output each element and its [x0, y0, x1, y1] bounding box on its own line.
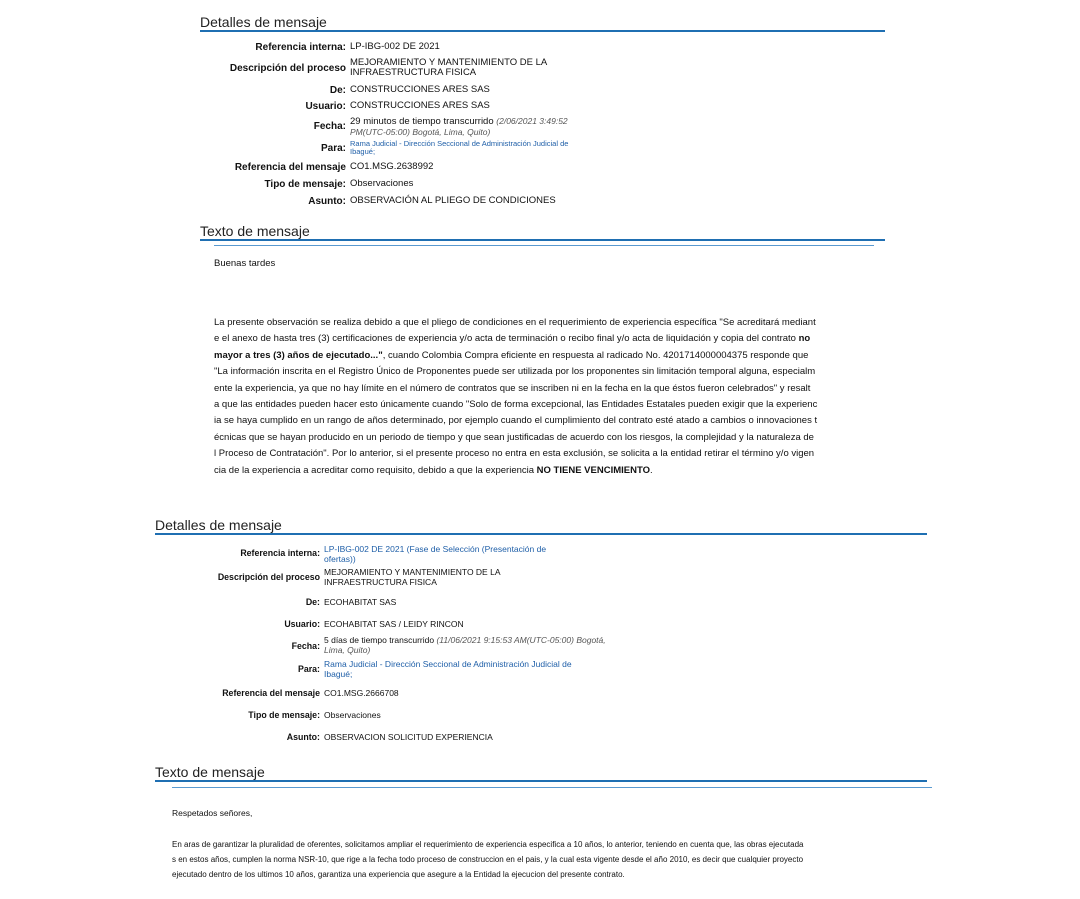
- field-tipo-mensaje: [160, 710, 381, 720]
- field-de: [160, 597, 396, 607]
- field-referencia-interna: [190, 42, 440, 53]
- field-label: Descripción del proceso: [217, 572, 320, 582]
- field-value: OBSERVACIÓN AL PLIEGO DE CONDICIONES: [350, 195, 556, 206]
- field-value: CONSTRUCCIONES ARES SAS: [350, 100, 490, 111]
- field-value: CO1.MSG.2666708: [324, 688, 399, 698]
- field-descripcion: [160, 567, 500, 587]
- field-label: De:: [305, 597, 320, 607]
- field-de: [190, 85, 490, 96]
- message-line: ejecutado dentro de los ultimos 10 años, garantiza una experiencia que asegure a la Entidad la ejecucion del presente contrato.: [172, 870, 625, 879]
- field-label: Referencia del mensaje: [234, 162, 346, 173]
- field-label: Referencia interna:: [240, 548, 320, 558]
- field-value: Observaciones: [324, 710, 381, 720]
- field-value: 29 minutos de tiempo transcurrido (2/06/2021 3:49:52 PM(UTC-05:00) Bogotá, Lima, Quito): [350, 116, 568, 137]
- field-label: Asunto:: [308, 196, 346, 207]
- field-value: CO1.MSG.2638992: [350, 161, 434, 172]
- message-line: ente la experiencia, ya que no hay límite en el número de contratos que se inscriben ni en la fecha en la que éstos fueron celebrados" y resalt: [214, 382, 811, 394]
- field-value: Observaciones: [350, 178, 414, 189]
- field-value: MEJORAMIENTO Y MANTENIMIENTO DE LA INFRAESTRUCTURA FISICA: [324, 567, 501, 587]
- section-divider: [155, 780, 927, 782]
- field-value: 5 días de tiempo transcurrido (11/06/2021 9:15:53 AM(UTC-05:00) Bogotá, Lima, Quito): [324, 635, 606, 655]
- message-line: La presente observación se realiza debido a que el pliego de condiciones en el requerimiento de experiencia específica "Se acreditará mediant: [214, 317, 816, 328]
- message-greeting: Respetados señores,: [172, 808, 253, 818]
- field-asunto: [190, 196, 556, 207]
- message-line: écnicas que se hayan producido en un periodo de tiempo y que sean justificadas de acuerdo con los riesgos, la complejidad y la naturaleza de: [214, 431, 814, 443]
- para-link[interactable]: Rama Judicial - Dirección Seccional de Administración Judicial de Ibagué;: [324, 659, 572, 679]
- field-usuario: [160, 619, 464, 629]
- section-divider: [200, 30, 885, 32]
- message-line: s en estos años, cumplen la norma NSR-10, que rige a la fecha todo proceso de construccion en el pais, y la cual esta vigente desde el año 2010, es decir que cualquier proyecto: [172, 855, 804, 864]
- section-divider-inner: [214, 245, 874, 246]
- field-value: CONSTRUCCIONES ARES SAS: [350, 84, 490, 95]
- section-title-text-2: Texto de mensaje: [155, 764, 265, 780]
- message-line: a que las entidades pueden hacer esto únicamente cuando "Solo de forma excepcional, las Entidades Estatales pueden exigir que la experienc: [214, 399, 818, 411]
- field-value: OBSERVACION SOLICITUD EXPERIENCIA: [324, 732, 493, 742]
- field-label: De:: [329, 85, 346, 96]
- field-referencia-mensaje: [160, 688, 399, 698]
- field-para: [190, 140, 568, 156]
- field-value: MEJORAMIENTO Y MANTENIMIENTO DE LA INFRAESTRUCTURA FISICA: [350, 57, 548, 78]
- field-label: Para:: [297, 664, 320, 674]
- field-label: Referencia interna:: [255, 42, 346, 53]
- section-divider-inner: [172, 787, 932, 788]
- field-label: Fecha:: [291, 641, 320, 651]
- message-line: ia se haya cumplido en un rango de años determinado, por ejemplo cuando el cumplimiento del contrato esté atado a cambios o innovaciones t: [214, 415, 818, 427]
- field-label: Descripción del proceso: [229, 63, 346, 74]
- para-link[interactable]: Rama Judicial - Dirección Seccional de Administración Judicial de Ibagué;: [350, 139, 569, 156]
- field-label: Para:: [320, 143, 346, 154]
- field-fecha: [160, 635, 606, 655]
- section-divider: [200, 239, 885, 241]
- field-label: Fecha:: [313, 121, 346, 132]
- field-label: Tipo de mensaje:: [248, 710, 320, 720]
- section-divider: [155, 533, 927, 535]
- field-para: [160, 659, 572, 679]
- message-line: En aras de garantizar la pluralidad de oferentes, solicitamos ampliar el requerimiento de experiencia especifica a 10 años, lo anterior, teniendo en cuenta que, las obras ejecutada: [172, 840, 804, 849]
- field-referencia-interna: [160, 544, 546, 564]
- section-title-details-2: Detalles de mensaje: [155, 517, 282, 533]
- referencia-link[interactable]: LP-IBG-002 DE 2021 (Fase de Selección (Presentación de ofertas)): [324, 544, 547, 564]
- message-line: e el anexo de hasta tres (3) certificaciones de experiencia y/o acta de terminación o recibo final y/o acta de liquidación y copia del contrato no: [214, 333, 811, 345]
- field-descripcion: [190, 58, 547, 78]
- message-line: l Proceso de Contratación". Por lo anterior, si el presente proceso no entra en esta exclusión, se solicita a la entidad retirar el término y/o vigen: [214, 448, 815, 460]
- message-line: "La información inscrita en el Registro Único de Proponentes puede ser utilizada por los proponentes sin limitación temporal alguna, especialm: [214, 366, 816, 378]
- section-title-details-1: Detalles de mensaje: [200, 14, 327, 30]
- field-label: Asunto:: [286, 732, 320, 742]
- field-label: Tipo de mensaje:: [264, 179, 346, 190]
- message-greeting: Buenas tardes: [214, 258, 276, 269]
- field-value: ECOHABITAT SAS: [324, 597, 397, 607]
- field-value: ECOHABITAT SAS / LEIDY RINCON: [324, 619, 464, 629]
- field-label: Referencia del mensaje: [222, 688, 320, 698]
- message-line: cia de la experiencia a acreditar como requisito, debido a que la experiencia NO TIENE VENCIMIENTO.: [214, 464, 653, 476]
- message-line: mayor a tres (3) años de ejecutado...", cuando Colombia Compra eficiente en respuesta al radicado No. 4201714000004375 responde que: [214, 349, 809, 361]
- field-fecha: [190, 116, 568, 138]
- message-body: [172, 837, 932, 882]
- field-usuario: [190, 101, 490, 112]
- section-title-text-1: Texto de mensaje: [200, 223, 310, 239]
- field-label: Usuario:: [305, 101, 346, 112]
- field-label: Usuario:: [284, 619, 320, 629]
- field-value: LP-IBG-002 DE 2021: [350, 41, 440, 52]
- message-body: [214, 315, 884, 479]
- field-referencia-mensaje: [190, 162, 433, 173]
- field-asunto: [160, 732, 493, 742]
- field-tipo-mensaje: [190, 179, 413, 190]
